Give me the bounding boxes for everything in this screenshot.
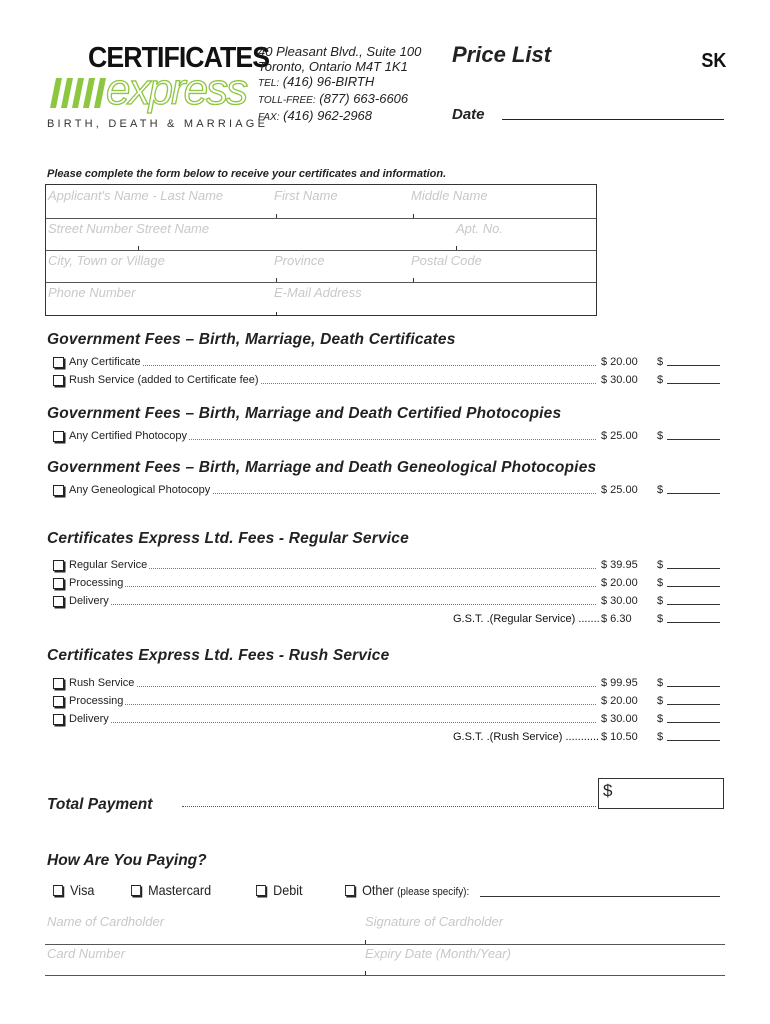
amount-currency: $ xyxy=(657,695,664,707)
checkbox[interactable] xyxy=(131,885,141,896)
line-item-label: Processing xyxy=(69,577,124,589)
tel-value: (416) 96-BIRTH xyxy=(282,74,375,89)
checkbox[interactable] xyxy=(53,696,64,707)
field-divider-tick xyxy=(456,246,457,250)
postal-code-field[interactable]: Postal Code xyxy=(411,253,482,268)
line-item xyxy=(53,695,721,709)
amount-currency: $ xyxy=(657,374,664,386)
amount-currency: $ xyxy=(657,577,664,589)
checkbox[interactable] xyxy=(53,560,64,571)
company-address xyxy=(258,44,421,125)
section-heading-gov-certified-photocopies: Government Fees – Birth, Marriage and Death Certified Photocopies xyxy=(47,405,562,422)
total-payment-label: Total Payment xyxy=(47,796,153,813)
payment-option-label: Other xyxy=(362,882,394,898)
amount-currency: $ xyxy=(657,677,664,689)
checkbox[interactable] xyxy=(256,885,266,896)
line-item-price: $ 20.00 xyxy=(601,695,638,707)
checkbox[interactable] xyxy=(53,578,64,589)
line-item xyxy=(53,356,721,370)
line-item xyxy=(53,595,721,609)
address-line-2: Toronto, Ontario M4T 1K1 xyxy=(258,59,408,74)
amount-currency: $ xyxy=(657,731,664,743)
line-item xyxy=(53,677,721,691)
card-number-field[interactable]: Card Number xyxy=(47,946,126,961)
line-item-label: Delivery xyxy=(69,713,109,725)
province-field[interactable]: Province xyxy=(274,253,325,268)
instructions: Please complete the form below to receive your certificates and information. xyxy=(47,168,447,180)
line-item-label: Delivery xyxy=(69,595,109,607)
gst-price: $ 6.30 xyxy=(601,613,632,625)
amount-field[interactable] xyxy=(667,604,720,605)
address-line-1: 40 Pleasant Blvd., Suite 100 xyxy=(258,44,422,59)
line-item-price: $ 30.00 xyxy=(601,595,638,607)
row-divider xyxy=(46,282,596,283)
amount-currency: $ xyxy=(657,356,664,368)
line-item-price: $ 20.00 xyxy=(601,356,638,368)
amount-field[interactable] xyxy=(667,568,720,569)
fax-label: FAX: xyxy=(258,112,280,123)
line-item-label: Regular Service xyxy=(69,559,148,571)
logo-title: CERTIFICATES xyxy=(88,42,270,74)
checkbox[interactable] xyxy=(53,596,64,607)
amount-field[interactable] xyxy=(667,622,720,623)
line-item-price: $ 25.00 xyxy=(601,430,638,442)
line-item-label: Rush Service (added to Certificate fee) xyxy=(69,374,259,386)
checkbox[interactable] xyxy=(345,885,355,896)
amount-currency: $ xyxy=(657,713,664,725)
gst-price: $ 10.50 xyxy=(601,731,638,743)
field-divider-tick xyxy=(276,278,277,282)
field-divider-tick xyxy=(413,278,414,282)
field-divider-tick xyxy=(276,312,277,316)
email-field[interactable]: E-Mail Address xyxy=(274,285,362,300)
expiry-date-field[interactable]: Expiry Date (Month/Year) xyxy=(365,946,511,961)
line-item-price: $ 30.00 xyxy=(601,374,638,386)
checkbox[interactable] xyxy=(53,357,64,368)
row-divider xyxy=(46,218,596,219)
other-specify-field[interactable] xyxy=(480,896,720,897)
first-name-field[interactable]: First Name xyxy=(274,188,338,203)
cardholder-name-field[interactable]: Name of Cardholder xyxy=(47,914,165,929)
row-divider xyxy=(46,250,596,251)
checkbox[interactable] xyxy=(53,431,64,442)
section-heading-regular-service: Certificates Express Ltd. Fees - Regular Service xyxy=(47,530,409,547)
amount-currency: $ xyxy=(657,559,664,571)
payment-option-mastercard[interactable] xyxy=(131,882,211,898)
field-divider-tick xyxy=(413,214,414,218)
middle-name-field[interactable]: Middle Name xyxy=(411,188,488,203)
line-item xyxy=(53,577,721,591)
amount-field[interactable] xyxy=(667,704,720,705)
total-currency: $ xyxy=(603,781,613,800)
tollfree-value: (877) 663-6606 xyxy=(319,91,409,106)
gst-row xyxy=(53,731,721,745)
row-divider xyxy=(45,975,725,976)
gst-label: G.S.T. .(Regular Service) ....... xyxy=(453,613,600,625)
line-item-label: Any Certified Photocopy xyxy=(69,430,188,442)
section-heading-rush-service: Certificates Express Ltd. Fees - Rush Service xyxy=(47,647,390,664)
fax-value: (416) 962-2968 xyxy=(283,108,373,123)
logo-tagline: BIRTH, DEATH & MARRIAGE xyxy=(47,118,269,130)
amount-field[interactable] xyxy=(667,686,720,687)
line-item-price: $ 25.00 xyxy=(601,484,638,496)
applicant-info-box xyxy=(45,184,597,316)
payment-option-other[interactable] xyxy=(345,882,469,898)
line-item-label: Rush Service xyxy=(69,677,135,689)
row-divider xyxy=(45,944,725,945)
page-title: Price List xyxy=(452,42,552,67)
amount-currency: $ xyxy=(657,595,664,607)
date-field[interactable] xyxy=(502,119,724,120)
payment-heading: How Are You Paying? xyxy=(47,852,207,869)
amount-field[interactable] xyxy=(667,439,720,440)
checkbox[interactable] xyxy=(53,678,64,689)
total-payment-field[interactable] xyxy=(598,778,724,809)
tel-label: TEL: xyxy=(258,78,280,89)
gst-label: G.S.T. .(Rush Service) ........... xyxy=(453,731,600,743)
field-divider-tick xyxy=(138,246,139,250)
payment-option-debit[interactable] xyxy=(256,882,303,898)
line-item-label: Any Certificate xyxy=(69,356,141,368)
field-divider-tick xyxy=(365,940,366,944)
checkbox[interactable] xyxy=(53,885,63,896)
section-heading-gov-certificates: Government Fees – Birth, Marriage, Death Certificates xyxy=(47,331,456,348)
amount-field[interactable] xyxy=(667,493,720,494)
form-code: SK xyxy=(701,50,727,72)
line-item-price: $ 99.95 xyxy=(601,677,638,689)
amount-currency: $ xyxy=(657,613,664,625)
payment-option-visa[interactable] xyxy=(53,882,94,898)
line-item-label: Any Geneological Photocopy xyxy=(69,484,211,496)
last-name-field[interactable]: Applicant's Name - Last Name xyxy=(48,188,224,203)
payment-option-label: Debit xyxy=(273,882,303,898)
amount-field[interactable] xyxy=(667,740,720,741)
gst-row xyxy=(53,613,721,627)
amount-field[interactable] xyxy=(667,586,720,587)
line-item-price: $ 30.00 xyxy=(601,713,638,725)
line-item-price: $ 20.00 xyxy=(601,577,638,589)
line-item xyxy=(53,713,721,727)
amount-field[interactable] xyxy=(667,383,720,384)
checkbox[interactable] xyxy=(53,714,64,725)
amount-field[interactable] xyxy=(667,365,720,366)
amount-currency: $ xyxy=(657,484,664,496)
street-field[interactable]: Street Number Street Name xyxy=(48,221,210,236)
line-item-price: $ 39.95 xyxy=(601,559,638,571)
line-item xyxy=(53,559,721,573)
city-field[interactable]: City, Town or Village xyxy=(48,253,165,268)
total-leader-dots xyxy=(182,806,596,807)
cardholder-signature-field[interactable]: Signature of Cardholder xyxy=(365,914,504,929)
other-specify-label: (please specify): xyxy=(397,886,470,898)
line-item-label: Processing xyxy=(69,695,124,707)
payment-option-label: Visa xyxy=(70,882,95,898)
logo-script: express xyxy=(106,65,247,114)
apt-field[interactable]: Apt. No. xyxy=(456,221,503,236)
amount-currency: $ xyxy=(657,430,664,442)
checkbox[interactable] xyxy=(53,375,64,386)
logo-stripes-icon xyxy=(50,78,106,108)
line-item xyxy=(53,374,721,388)
phone-field[interactable]: Phone Number xyxy=(48,285,136,300)
tollfree-label: TOLL-FREE: xyxy=(258,95,316,106)
payment-option-label: Mastercard xyxy=(148,882,212,898)
amount-field[interactable] xyxy=(667,722,720,723)
line-item xyxy=(53,484,721,498)
field-divider-tick xyxy=(365,971,366,975)
section-heading-gov-geneological-photocopies: Government Fees – Birth, Marriage and Death Geneological Photocopies xyxy=(47,459,597,476)
line-item xyxy=(53,430,721,444)
checkbox[interactable] xyxy=(53,485,64,496)
field-divider-tick xyxy=(276,214,277,218)
date-label: Date xyxy=(452,106,485,123)
